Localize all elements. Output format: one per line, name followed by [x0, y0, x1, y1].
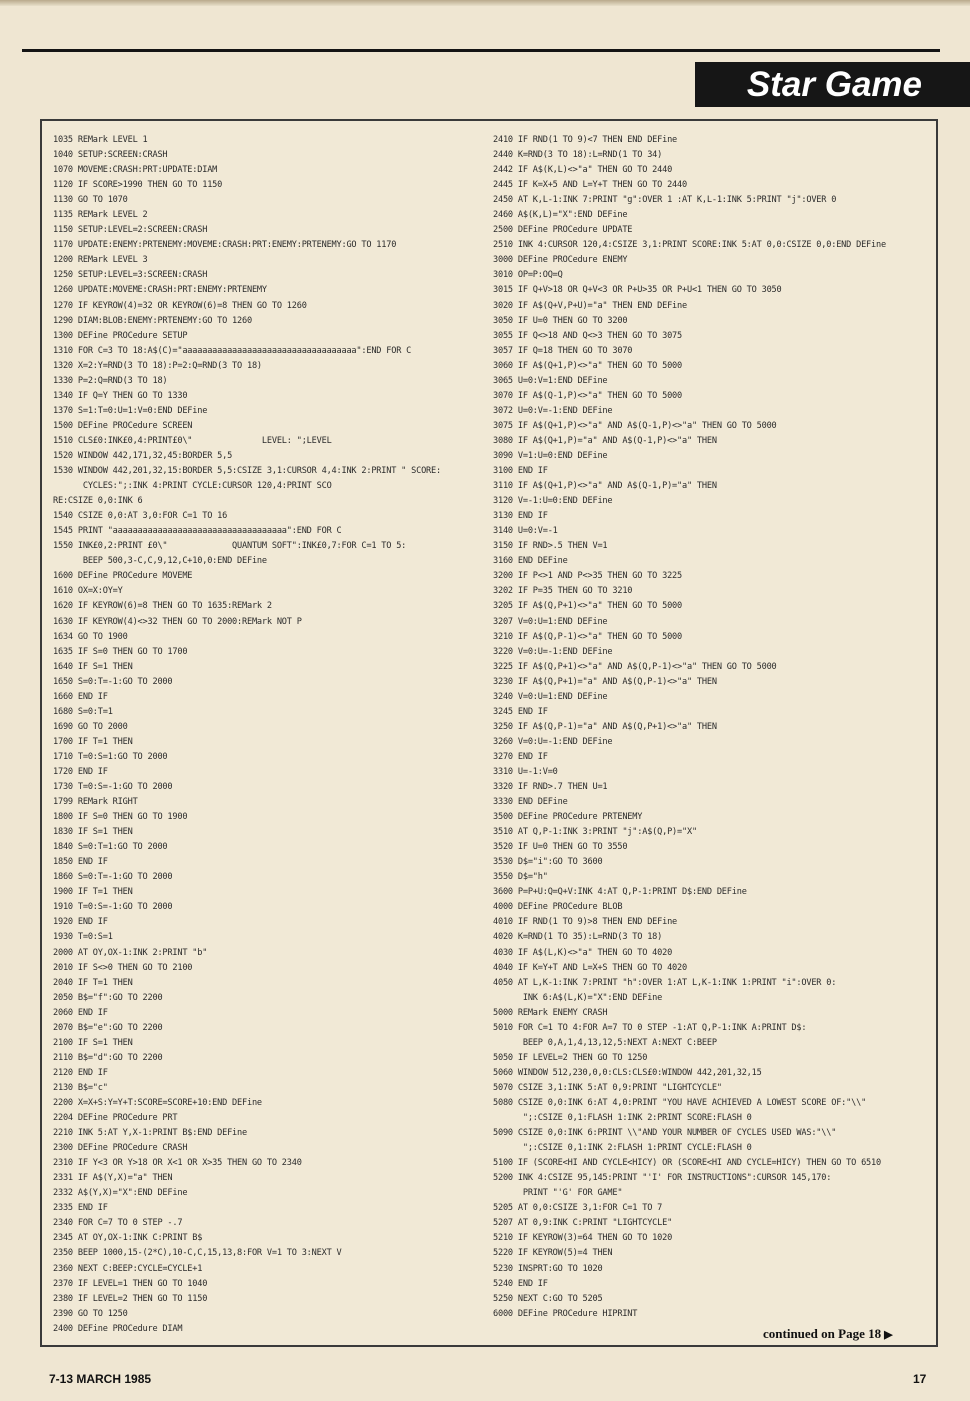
code-line: 5220 IF KEYROW(5)=4 THEN	[493, 1248, 613, 1259]
code-line: 5070 CSIZE 3,1:INK 5:AT 0,9:PRINT "LIGHTCYCLE"	[493, 1082, 722, 1093]
code-line: 1634 GO TO 1900	[53, 631, 128, 642]
code-line: 3065 U=0:V=1:END DEFine	[493, 375, 608, 386]
code-line: 1800 IF S=0 THEN GO TO 1900	[53, 812, 188, 823]
code-line: 2000 AT OY,OX-1:INK 2:PRINT "b"	[53, 947, 208, 958]
code-line: 4040 IF K=Y+T AND L=X+S THEN GO TO 4020	[493, 962, 687, 973]
code-line: BEEP 0,A,1,4,13,12,5:NEXT A:NEXT C:BEEP	[493, 1037, 717, 1048]
code-line: 2120 END IF	[53, 1067, 108, 1078]
code-line: 6000 DEFine PROCedure HIPRINT	[493, 1308, 638, 1319]
code-line: 5207 AT 0,9:INK C:PRINT "LIGHTCYCLE"	[493, 1218, 673, 1229]
code-line: 3202 IF P=35 THEN GO TO 3210	[493, 586, 633, 597]
code-line: 1540 CSIZE 0,0:AT 3,0:FOR C=1 TO 16	[53, 511, 228, 522]
code-line: 5100 IF (SCORE<HI AND CYCLE<HICY) OR (SCORE<HI AND CYCLE=HICY) THEN GO TO 6510	[493, 1158, 881, 1169]
code-line: 3050 IF U=0 THEN GO TO 3200	[493, 315, 628, 326]
code-line: 1510 CLS£0:INK£0,4:PRINT£0\" LEVEL: ";LEVEL	[53, 435, 332, 446]
code-line: 1680 S=0:T=1	[53, 706, 113, 717]
code-line: 1660 END IF	[53, 691, 108, 702]
code-line: BEEP 500,3-C,C,9,12,C+10,0:END DEFine	[53, 556, 267, 567]
code-line: 2340 FOR C=7 TO 0 STEP -.7	[53, 1218, 183, 1229]
code-line: 3072 U=0:V=-1:END DEFine	[493, 405, 613, 416]
code-line: 1040 SETUP:SCREEN:CRASH	[53, 150, 168, 161]
listing-right-column	[493, 133, 931, 1322]
code-line: 2500 DEFine PROCedure UPDATE	[493, 225, 633, 236]
code-line: 1630 IF KEYROW(4)<>32 THEN GO TO 2000:REMark NOT P	[53, 616, 302, 627]
code-line: 2460 A$(K,L)="X":END DEFine	[493, 210, 628, 221]
code-line: 1799 REMark RIGHT	[53, 797, 138, 808]
code-line: 3075 IF A$(Q+1,P)<>"a" AND A$(Q-1,P)<>"a" THEN GO TO 5000	[493, 420, 777, 431]
code-line: 3070 IF A$(Q-1,P)<>"a" THEN GO TO 5000	[493, 390, 683, 401]
code-line: 2010 IF S<>0 THEN GO TO 2100	[53, 962, 193, 973]
code-line: 1720 END IF	[53, 766, 108, 777]
code-line: 3207 V=0:U=1:END DEFine	[493, 616, 608, 627]
code-line: 5080 CSIZE 0,0:INK 6:AT 4,0:PRINT "YOU HAVE ACHIEVED A LOWEST SCORE OF:"\\"	[493, 1098, 867, 1108]
code-line: 5060 WINDOW 512,230,0,0:CLS:CLS£0:WINDOW 442,201,32,15	[493, 1067, 762, 1078]
code-line: 1250 SETUP:LEVEL=3:SCREEN:CRASH	[53, 270, 208, 281]
code-line: ";:CSIZE 0,1:FLASH 1:INK 2:PRINT SCORE:FLASH 0	[493, 1113, 752, 1124]
code-line: 5010 FOR C=1 TO 4:FOR A=7 TO 0 STEP -1:AT Q,P-1:INK A:PRINT D$:	[493, 1022, 807, 1033]
code-line: 3080 IF A$(Q+1,P)="a" AND A$(Q-1,P)<>"a" THEN	[493, 435, 717, 446]
code-line: 5250 NEXT C:GO TO 5205	[493, 1293, 603, 1304]
code-line: 2204 DEFine PROCedure PRT	[53, 1113, 178, 1124]
code-line: 3060 IF A$(Q+1,P)<>"a" THEN GO TO 5000	[493, 360, 683, 371]
code-line: 5090 CSIZE 0,0:INK 6:PRINT \\"AND YOUR NUMBER OF CYCLES USED WAS:"\\"	[493, 1128, 837, 1139]
code-line: 2200 X=X+S:Y=Y+T:SCORE=SCORE+10:END DEFine	[53, 1098, 262, 1108]
code-line: 3205 IF A$(Q,P+1)<>"a" THEN GO TO 5000	[493, 601, 683, 612]
code-line: 1530 WINDOW 442,201,32,15:BORDER 5,5:CSIZE 3,1:CURSOR 4,4:INK 2:PRINT " SCORE:	[53, 466, 441, 477]
code-line: 2060 END IF	[53, 1007, 108, 1018]
code-line: 1170 UPDATE:ENEMY:PRTENEMY:MOVEME:CRASH:PRT:ENEMY:PRTENEMY:GO TO 1170	[53, 240, 397, 251]
code-line: 4030 IF A$(L,K)<>"a" THEN GO TO 4020	[493, 947, 673, 958]
code-line: 2350 BEEP 1000,15-(2*C),10-C,C,15,13,8:FOR V=1 TO 3:NEXT V	[53, 1248, 342, 1259]
code-line: 1200 REMark LEVEL 3	[53, 255, 148, 266]
code-line: 1920 END IF	[53, 917, 108, 928]
code-line: 3140 U=0:V=-1	[493, 526, 558, 537]
code-line: 1070 MOVEME:CRASH:PRT:UPDATE:DIAM	[53, 165, 218, 176]
code-line: 1330 P=2:Q=RND(3 TO 18)	[53, 375, 168, 386]
continued-text: continued on Page 18	[763, 1326, 882, 1341]
code-line: 3600 P=P+U:Q=Q+V:INK 4:AT Q,P-1:PRINT D$:END DEFine	[493, 887, 747, 898]
listing-left-column	[53, 133, 473, 1337]
code-line: 3090 V=1:U=0:END DEFine	[493, 450, 608, 461]
code-line: 3230 IF A$(Q,P+1)="a" AND A$(Q,P-1)<>"a" THEN	[493, 676, 717, 687]
code-line: 5230 INSPRT:GO TO 1020	[493, 1263, 603, 1274]
code-line: 1700 IF T=1 THEN	[53, 736, 133, 747]
code-line: 3270 END IF	[493, 751, 548, 762]
code-line: 3250 IF A$(Q,P-1)="a" AND A$(Q,P+1)<>"a" THEN	[493, 721, 717, 732]
code-line: 5050 IF LEVEL=2 THEN GO TO 1250	[493, 1052, 648, 1063]
code-line: 2110 B$="d":GO TO 2200	[53, 1052, 163, 1063]
code-line: 1650 S=0:T=-1:GO TO 2000	[53, 676, 173, 687]
code-line: 1640 IF S=1 THEN	[53, 661, 133, 672]
code-line: 2050 B$="f":GO TO 2200	[53, 992, 163, 1003]
code-line: 5210 IF KEYROW(3)=64 THEN GO TO 1020	[493, 1233, 673, 1244]
code-line: 1035 REMark LEVEL 1	[53, 135, 148, 145]
code-line: 3530 D$="i":GO TO 3600	[493, 857, 603, 868]
code-line: 1910 T=0:S=-1:GO TO 2000	[53, 902, 173, 913]
code-line: 2070 B$="e":GO TO 2200	[53, 1022, 163, 1033]
code-line: 2332 A$(Y,X)="X":END DEFine	[53, 1188, 188, 1199]
code-line: 1635 IF S=0 THEN GO TO 1700	[53, 646, 188, 657]
code-line: 2370 IF LEVEL=1 THEN GO TO 1040	[53, 1278, 208, 1289]
code-line: 2400 DEFine PROCedure DIAM	[53, 1323, 183, 1334]
code-line: 4010 IF RND(1 TO 9)>8 THEN END DEFine	[493, 917, 678, 928]
code-line: 3015 IF Q+V>18 OR Q+V<3 OR P+U>35 OR P+U<1 THEN GO TO 3050	[493, 285, 782, 296]
code-line: 4000 DEFine PROCedure BLOB	[493, 902, 623, 913]
section-title: Star Game	[695, 62, 970, 107]
code-line: 1860 S=0:T=-1:GO TO 2000	[53, 872, 173, 883]
code-line: 2331 IF A$(Y,X)="a" THEN	[53, 1173, 173, 1184]
code-line: 3010 OP=P:OQ=Q	[493, 270, 563, 281]
code-line: 3150 IF RND>.5 THEN V=1	[493, 541, 608, 552]
code-line: ";:CSIZE 0,1:INK 2:FLASH 1:PRINT CYCLE:FLASH 0	[493, 1143, 752, 1154]
code-line: 1320 X=2:Y=RND(3 TO 18):P=2:Q=RND(3 TO 18)	[53, 360, 262, 371]
code-line: 3057 IF Q=18 THEN GO TO 3070	[493, 345, 633, 356]
code-line: 1620 IF KEYROW(6)=8 THEN GO TO 1635:REMark 2	[53, 601, 272, 612]
code-line: 2410 IF RND(1 TO 9)<7 THEN END DEFine	[493, 135, 678, 145]
code-line: 3110 IF A$(Q+1,P)<>"a" AND A$(Q-1,P)="a" THEN	[493, 481, 717, 492]
code-line: 3100 END IF	[493, 466, 548, 477]
code-line: 5000 REMark ENEMY CRASH	[493, 1007, 608, 1018]
code-line: 2300 DEFine PROCedure CRASH	[53, 1143, 188, 1154]
issue-date: 7-13 MARCH 1985	[49, 1372, 152, 1386]
code-line: 3200 IF P<>1 AND P<>35 THEN GO TO 3225	[493, 571, 683, 582]
code-line: 1830 IF S=1 THEN	[53, 827, 133, 838]
code-line: 1520 WINDOW 442,171,32,45:BORDER 5,5	[53, 450, 233, 461]
code-line: 2130 B$="c"	[53, 1082, 108, 1093]
header-rule	[22, 49, 940, 52]
code-line: 2210 INK 5:AT Y,X-1:PRINT B$:END DEFine	[53, 1128, 247, 1139]
code-line: 1600 DEFine PROCedure MOVEME	[53, 571, 193, 582]
code-line: 3130 END IF	[493, 511, 548, 522]
code-line: 1340 IF Q=Y THEN GO TO 1330	[53, 390, 188, 401]
page-number: 17	[913, 1372, 927, 1386]
code-line: 3000 DEFine PROCedure ENEMY	[493, 255, 628, 266]
code-line: 3520 IF U=0 THEN GO TO 3550	[493, 842, 628, 853]
code-line: 5240 END IF	[493, 1278, 548, 1289]
code-line: 2335 END IF	[53, 1203, 108, 1214]
code-line: 1840 S=0:T=1:GO TO 2000	[53, 842, 168, 853]
code-line: 3225 IF A$(Q,P+1)<>"a" AND A$(Q,P-1)<>"a" THEN GO TO 5000	[493, 661, 777, 672]
code-line: 2445 IF K=X+5 AND L=Y+T THEN GO TO 2440	[493, 180, 687, 191]
code-line: 3120 V=-1:U=0:END DEFine	[493, 496, 613, 507]
code-line: 1135 REMark LEVEL 2	[53, 210, 148, 221]
code-line: 3500 DEFine PROCedure PRTENEMY	[493, 812, 643, 823]
code-line: 3550 D$="h"	[493, 872, 548, 883]
code-line: 3240 V=0:U=1:END DEFine	[493, 691, 608, 702]
code-line: 3320 IF RND>.7 THEN U=1	[493, 782, 608, 793]
code-line: 5205 AT 0,0:CSIZE 3,1:FOR C=1 TO 7	[493, 1203, 663, 1214]
code-line: 1290 DIAM:BLOB:ENEMY:PRTENEMY:GO TO 1260	[53, 315, 252, 326]
code-line: 1610 OX=X:OY=Y	[53, 586, 123, 597]
code-line: 1930 T=0:S=1	[53, 932, 113, 943]
code-line: 3160 END DEFine	[493, 556, 568, 567]
code-line: 1545 PRINT "aaaaaaaaaaaaaaaaaaaaaaaaaaaaaaaaaaa":END FOR C	[53, 526, 342, 537]
code-line: 1300 DEFine PROCedure SETUP	[53, 330, 188, 341]
code-line: 1150 SETUP:LEVEL=2:SCREEN:CRASH	[53, 225, 208, 236]
code-line: 2345 AT OY,OX-1:INK C:PRINT B$	[53, 1233, 203, 1244]
code-line: 1260 UPDATE:MOVEME:CRASH:PRT:ENEMY:PRTENEMY	[53, 285, 267, 296]
code-line: 2450 AT K,L-1:INK 7:PRINT "g":OVER 1 :AT K,L-1:INK 5:PRINT "j":OVER 0	[493, 195, 837, 206]
code-line: 1730 T=0:S=-1:GO TO 2000	[53, 782, 173, 793]
code-line: 5200 INK 4:CSIZE 95,145:PRINT "'I' FOR INSTRUCTIONS":CURSOR 145,170:	[493, 1173, 832, 1184]
code-line: 1850 END IF	[53, 857, 108, 868]
code-line: 2442 IF A$(K,L)<>"a" THEN GO TO 2440	[493, 165, 673, 176]
page-top-edge	[0, 0, 970, 6]
code-line: 3260 V=0:U=-1:END DEFine	[493, 736, 613, 747]
code-line: 3510 AT Q,P-1:INK 3:PRINT "j":A$(Q,P)="X"	[493, 827, 697, 838]
code-line: 1550 INK£0,2:PRINT £0\" QUANTUM SOFT":INK£0,7:FOR C=1 TO 5:	[53, 541, 407, 552]
code-line: 2040 IF T=1 THEN	[53, 977, 133, 988]
code-line: 1710 T=0:S=1:GO TO 2000	[53, 751, 168, 762]
code-line: 1370 S=1:T=0:U=1:V=0:END DEFine	[53, 405, 208, 416]
code-line: 2440 K=RND(3 TO 18):L=RND(1 TO 34)	[493, 150, 663, 161]
code-line: 1270 IF KEYROW(4)=32 OR KEYROW(6)=8 THEN GO TO 1260	[53, 300, 307, 311]
play-arrow-icon: ▶	[884, 1329, 893, 1341]
code-line: 1900 IF T=1 THEN	[53, 887, 133, 898]
code-line: 3330 END DEFine	[493, 797, 568, 808]
code-line: 3055 IF Q<>18 AND Q<>3 THEN GO TO 3075	[493, 330, 683, 341]
code-line: 2100 IF S=1 THEN	[53, 1037, 133, 1048]
code-line: RE:CSIZE 0,0:INK 6	[53, 496, 143, 507]
code-line: CYCLES:";:INK 4:PRINT CYCLE:CURSOR 120,4:PRINT SCO	[53, 481, 332, 492]
code-line: INK 6:A$(L,K)="X":END DEFine	[493, 992, 663, 1003]
code-line: 3020 IF A$(Q+V,P+U)="a" THEN END DEFine	[493, 300, 687, 311]
code-line: 3220 V=0:U=-1:END DEFine	[493, 646, 613, 657]
code-line: 3210 IF A$(Q,P-1)<>"a" THEN GO TO 5000	[493, 631, 683, 642]
code-line: 2390 GO TO 1250	[53, 1308, 128, 1319]
code-line: 3310 U=-1:V=0	[493, 766, 558, 777]
code-line: 4020 K=RND(1 TO 35):L=RND(3 TO 18)	[493, 932, 663, 943]
code-line: 2310 IF Y<3 OR Y>18 OR X<1 OR X>35 THEN GO TO 2340	[53, 1158, 302, 1169]
code-line: 1130 GO TO 1070	[53, 195, 128, 206]
code-line: 2360 NEXT C:BEEP:CYCLE=CYCLE+1	[53, 1263, 203, 1274]
code-line: 4050 AT L,K-1:INK 7:PRINT "h":OVER 1:AT L,K-1:INK 1:PRINT "i":OVER 0:	[493, 977, 837, 988]
code-line: 2380 IF LEVEL=2 THEN GO TO 1150	[53, 1293, 208, 1304]
code-line: 1120 IF SCORE>1990 THEN GO TO 1150	[53, 180, 223, 191]
code-line: 1310 FOR C=3 TO 18:A$(C)="aaaaaaaaaaaaaaaaaaaaaaaaaaaaaaaaaaa":END FOR C	[53, 345, 412, 356]
code-line: 3245 END IF	[493, 706, 548, 717]
code-line: 1500 DEFine PROCedure SCREEN	[53, 420, 193, 431]
code-line: 2510 INK 4:CURSOR 120,4:CSIZE 3,1:PRINT SCORE:INK 5:AT 0,0:CSIZE 0,0:END DEFine	[493, 240, 886, 251]
code-line: 1690 GO TO 2000	[53, 721, 128, 732]
code-line: PRINT "'G' FOR GAME"	[493, 1188, 623, 1199]
continued-note	[763, 1326, 893, 1342]
